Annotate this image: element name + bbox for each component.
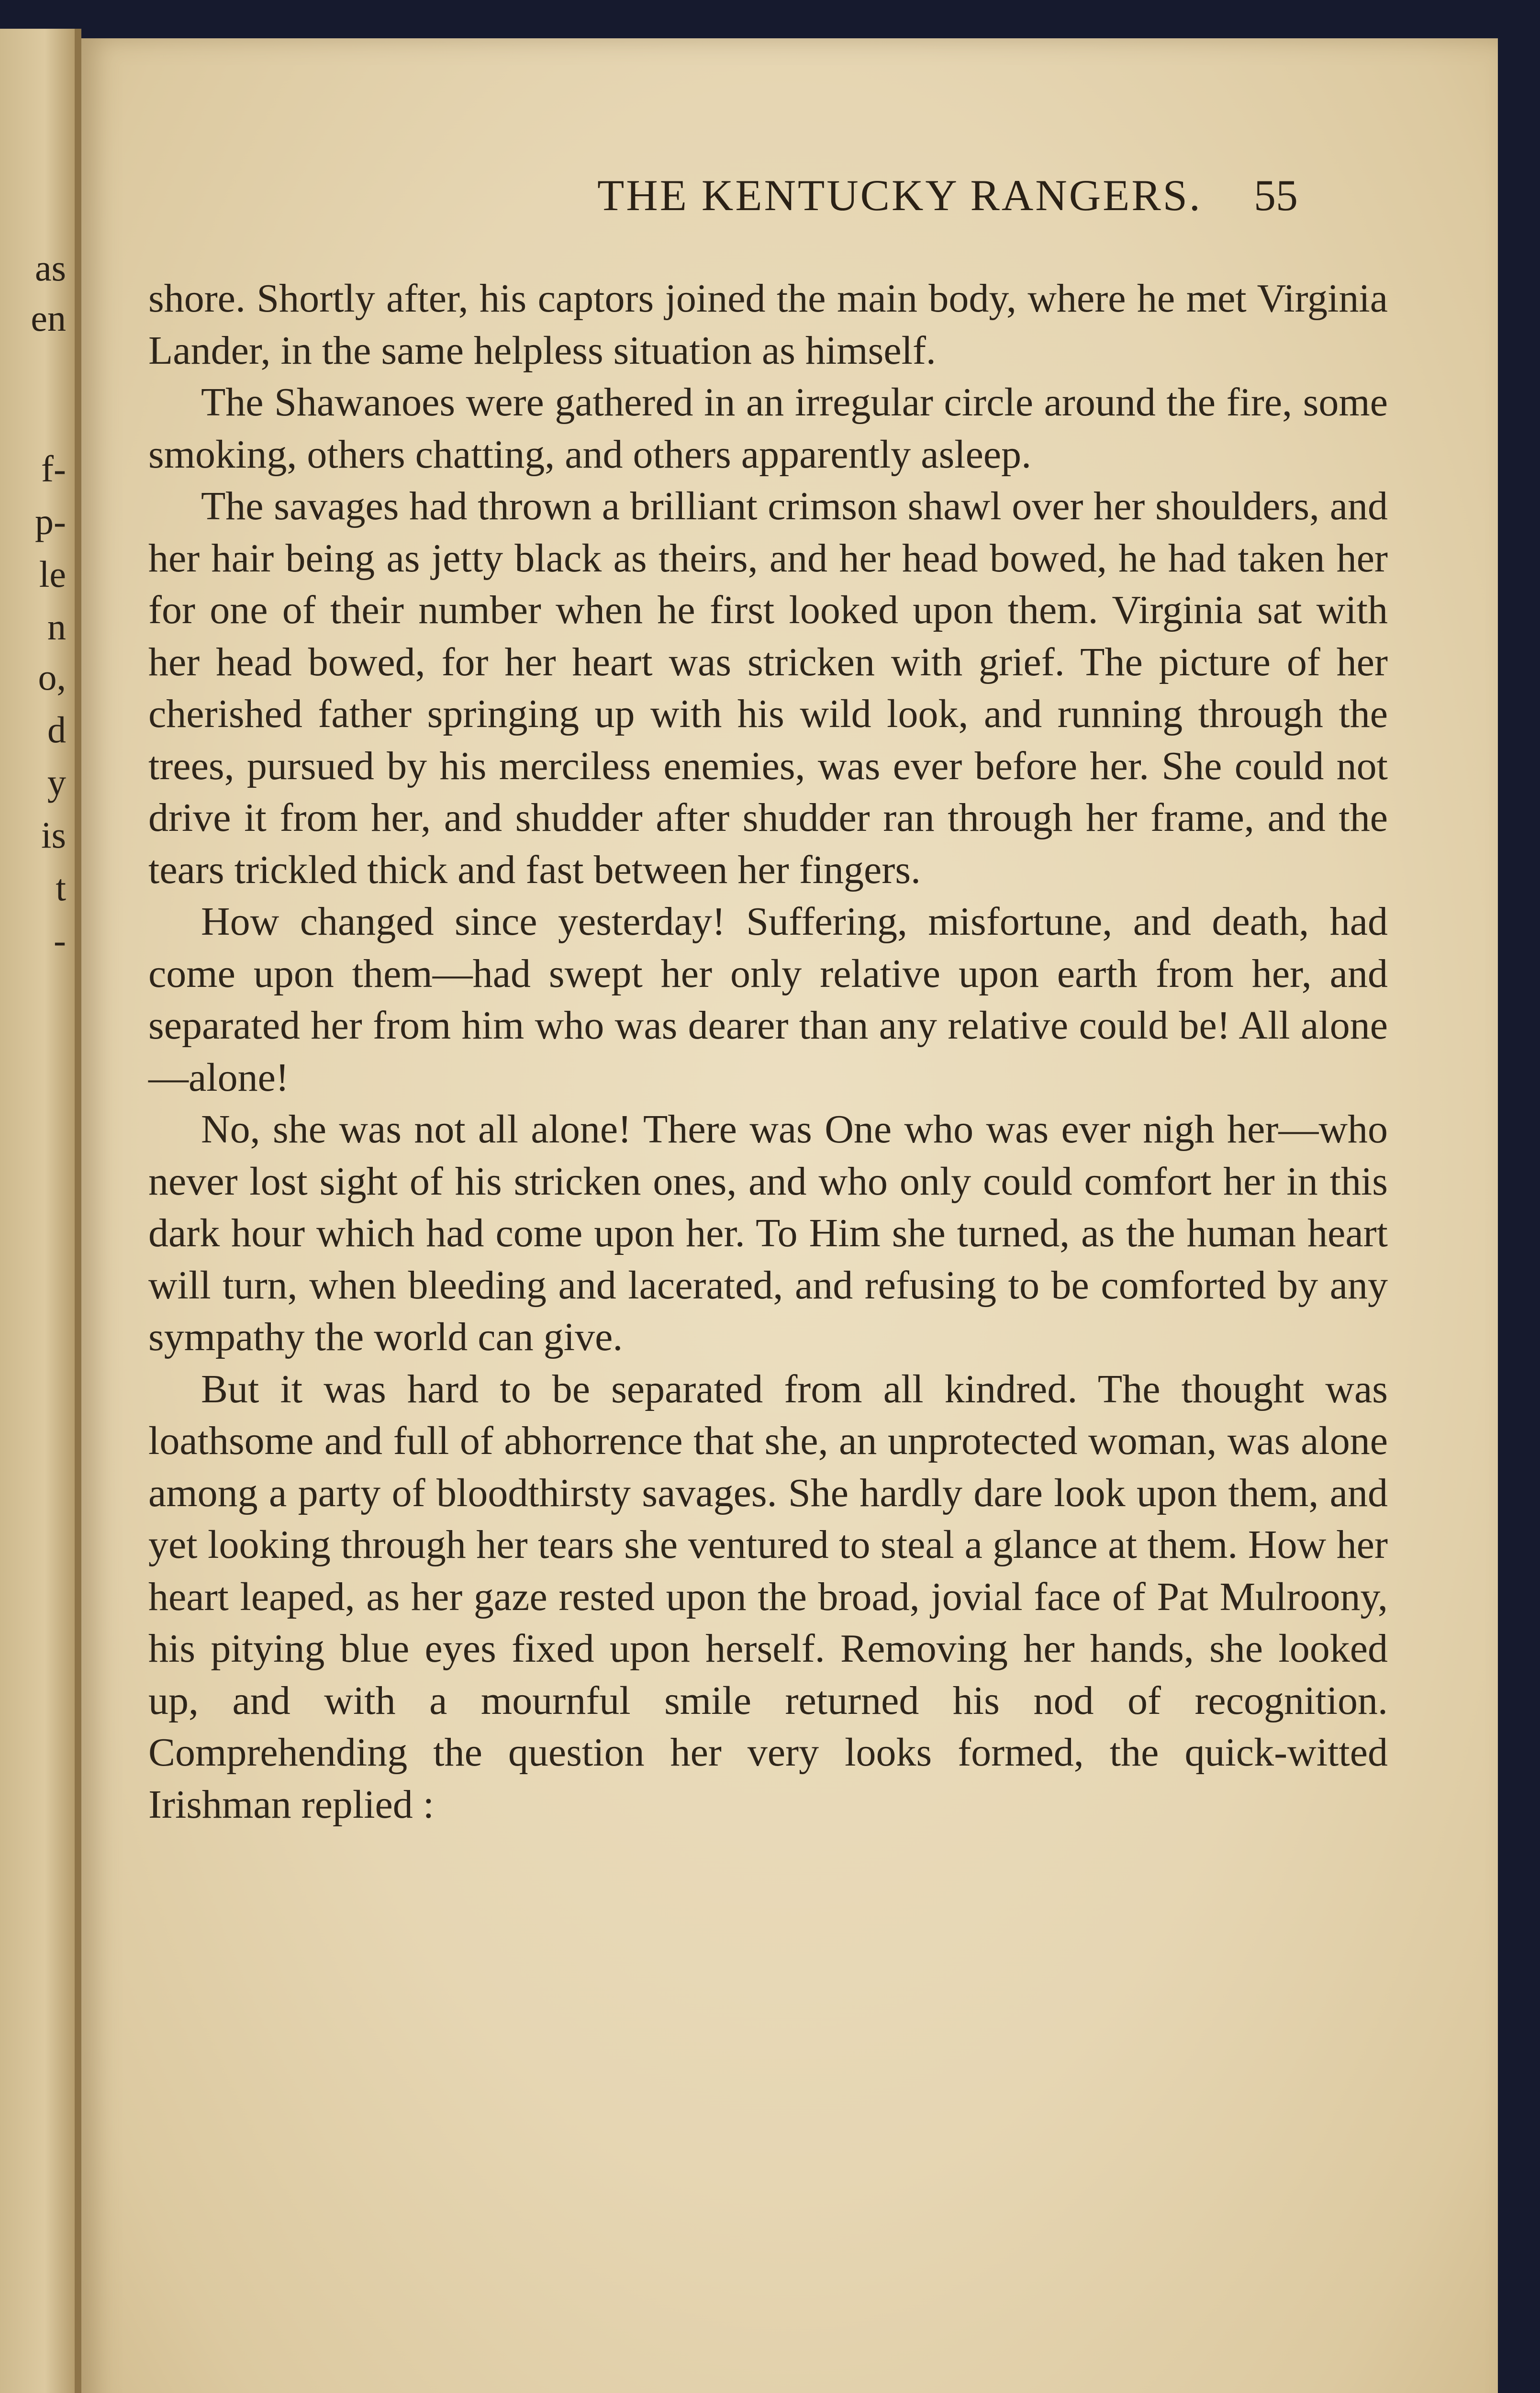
prev-page-fragment: as <box>35 247 66 289</box>
prev-page-fragment: le <box>39 553 66 595</box>
prev-page-fragment: y <box>47 761 66 803</box>
body-text <box>148 273 1388 1831</box>
prev-page-fragment: f- <box>41 448 66 490</box>
page-number: 55 <box>1254 171 1298 220</box>
paragraph: The savages had thrown a brilliant crimson shawl over her shoulders, and her hair being as jetty black as theirs, and her head bowed, he had taken her for one of their number when he first looked upon them. Virginia sat with her head bowed, for her heart was stricken with grief. The picture of her cherished father springing up with his wild look, and running through the trees, pursued by his merciless enemies, was ever before her. She could not drive it from her, and shudder after shudder ran through her frame, and the tears trickled thick and fast between her fingers. <box>148 484 1388 892</box>
prev-page-fragment: o, <box>38 656 66 698</box>
paragraph: The Shawanoes were gathered in an irregular circle around the fire, some smoking, others chatting, and others apparently asleep. <box>148 380 1388 477</box>
paragraph: shore. Shortly after, his captors joined the main body, where he met Virginia Lander, in the same helpless situation as himself. <box>148 276 1388 373</box>
paragraph: How changed since yesterday! Suffering, misfortune, and death, had come upon them—had swept her only relative upon earth from her, and separated her from him who was dearer than any relative could be! All alone—alone! <box>148 899 1388 1100</box>
prev-page-fragment: - <box>54 919 66 961</box>
prev-page-fragment: p- <box>35 501 66 542</box>
paragraph: No, she was not all alone! There was One who was ever nigh her—who never lost sight of his stricken ones, and who only could comfort her in this dark hour which had come upon her. To Him she turned, as the human heart will turn, when bleeding and lacerated, and refusing to be comforted by any sympathy the world can give. <box>148 1107 1388 1359</box>
paragraph: But it was hard to be separated from all kindred. The thought was loathsome and full of abhorrence that she, an unprotected woman, was alone among a party of bloodthirsty savages. She hardly dare look upon them, and yet looking through her tears she ventured to steal a glance at them. How her heart leaped, as her gaze rested upon the broad, jovial face of Pat Mulroony, his pitying blue eyes fixed upon herself. Removing her hands, she looked up, and with a mournful smile returned his nod of recognition. Comprehending the question her very looks formed, the quick-witted Irishman replied : <box>148 1366 1388 1827</box>
previous-page-edge <box>0 29 81 2393</box>
prev-page-fragment: d <box>47 709 66 750</box>
running-head: THE KENTUCKY RANGERS. <box>597 171 1202 220</box>
prev-page-fragment: is <box>41 814 66 856</box>
prev-page-fragment: n <box>47 606 66 648</box>
book-page <box>81 38 1498 2393</box>
prev-page-fragment: en <box>31 297 66 339</box>
prev-page-fragment: t <box>56 867 66 908</box>
